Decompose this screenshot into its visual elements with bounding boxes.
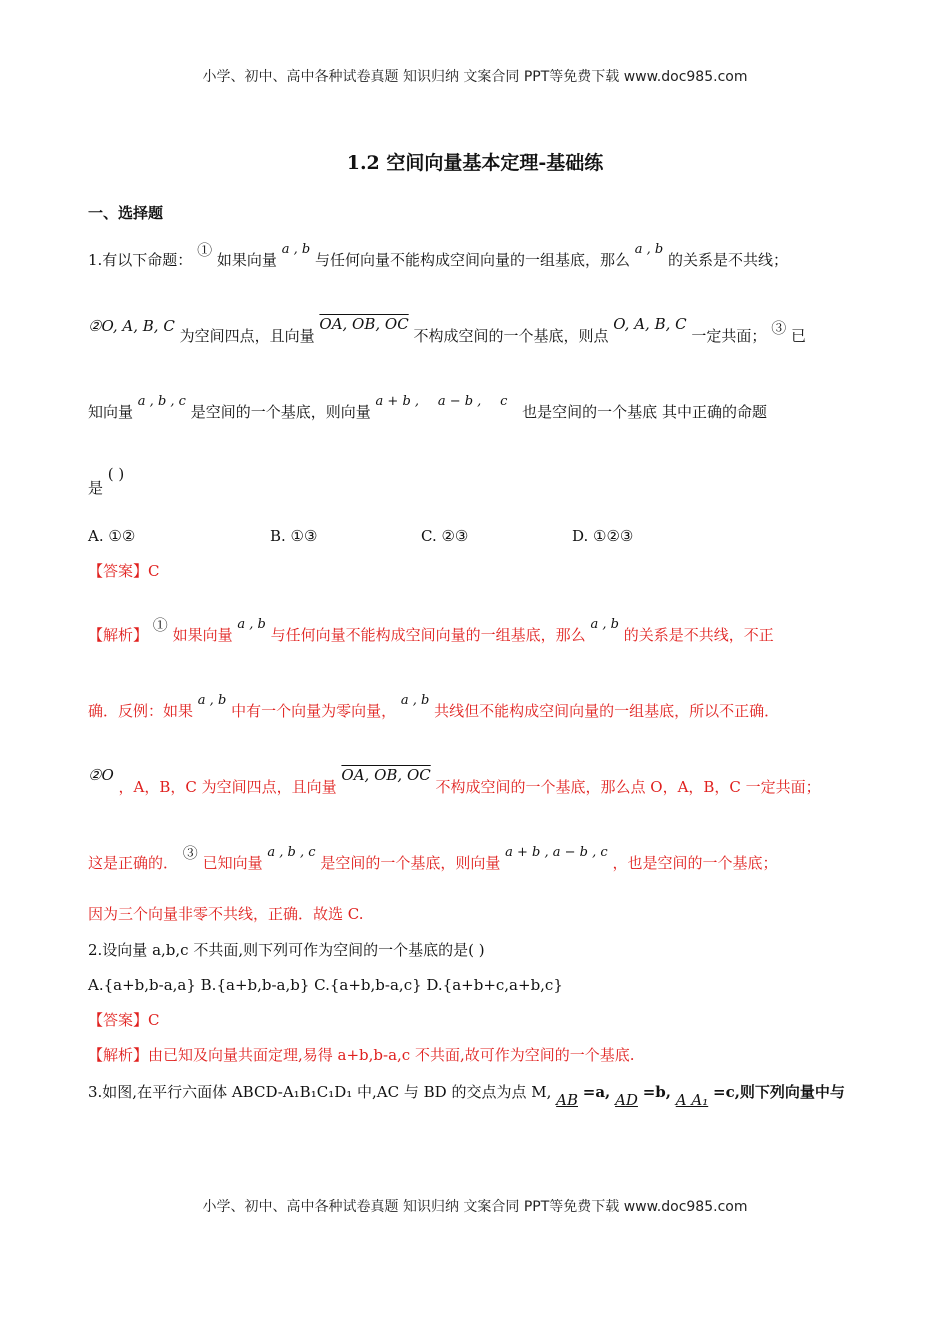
q1-option-d: D. ①②③ [572,527,634,545]
question-3: 3.如图,在平行六面体 ABCD-A₁B₁C₁D₁ 中,AC 与 BD 的交点为点 M, AB =a, AD =b, A A₁ =c,则下列向量中与 [88,1083,845,1109]
q1-line2: ②O, A, B, C 为空间四点，且向量 OA, OB, OC 不构成空间的一个基底，则点 O, A, B, C 一定共面； ③ 已 [88,315,807,345]
vector-aa1: A A₁ [675,1091,709,1109]
vector-ab: AB [556,1091,578,1109]
q1-explanation-line2: 确．反例：如果 a , b 中有一个向量为零向量， a , b 共线但不能构成空间向量的一组基底，所以不正确． [88,693,780,720]
q2-options: A.{a+b,b-a,a} B.{a+b,b-a,b} C.{a+b,b-a,c} D.{a+b+c,a+b,c} [88,976,563,994]
q1-line3: 知向量 a , b , c 是空间的一个基底，则向量 a + b , a − b , c 也是空间的一个基底 其中正确的命题 [88,394,767,421]
q1-explanation-line3: ②O ，A，B，C 为空间四点，且向量 OA, OB, OC 不构成空间的一个基底，那么点 O，A，B，C 一定共面； [88,766,821,796]
q1-explanation-line4: 这是正确的． ③ 已知向量 a , b , c 是空间的一个基底，则向量 a + b , a − b , c ，也是空间的一个基底； [88,844,778,872]
vector-a-b-c: a , b , c [137,394,186,409]
q1-option-a: A. ①② [88,527,136,545]
vector-ad: AD [615,1091,638,1109]
page-title: 1.2 空间向量基本定理-基础练 [346,152,604,174]
q2-explanation: 【解析】由已知及向量共面定理,易得 a+b,b-a,c 不共面,故可作为空间的一个基底. [88,1046,635,1064]
q1-option-b: B. ①③ [270,527,318,545]
vector-a-b: a , b [281,242,311,257]
circled-three: ③ [182,844,198,862]
page-footer: 小学、初中、高中各种试卷真题 知识归纳 文案合同 PPT等免费下载 www.doc985.com [202,1199,748,1215]
q1-line1: 1.有以下命题： ① 如果向量 a , b 与任何向量不能构成空间向量的一组基底，那么 a , b 的关系是不共线； [88,241,789,269]
section-heading: 一、选择题 [88,204,164,222]
q2-answer: 【答案】C [88,1011,160,1029]
q2-stem: 2.设向量 a,b,c 不共面,则下列可作为空间的一个基底的是( ) [88,941,485,959]
vector-a-b: a , b [634,242,664,257]
page-header: 小学、初中、高中各种试卷真题 知识归纳 文案合同 PPT等免费下载 www.doc985.com [202,69,748,85]
circled-three: ③ [771,319,787,337]
vectors-oa-ob-oc: OA, OB, OC [319,315,409,333]
q1-explanation-line1: 【解析】 ① 如果向量 a , b 与任何向量不能构成空间向量的一组基底，那么 a , b 的关系是不共线，不正 [88,616,774,644]
q1-answer: 【答案】C [88,562,160,580]
q1-line4: 是 ( ) [88,465,125,497]
circled-one: ① [197,241,213,259]
q1-explanation-line5: 因为三个向量非零不共线，正确．故选 C. [88,905,364,923]
q1-option-c: C. ②③ [421,527,469,545]
circled-one: ① [152,616,168,634]
